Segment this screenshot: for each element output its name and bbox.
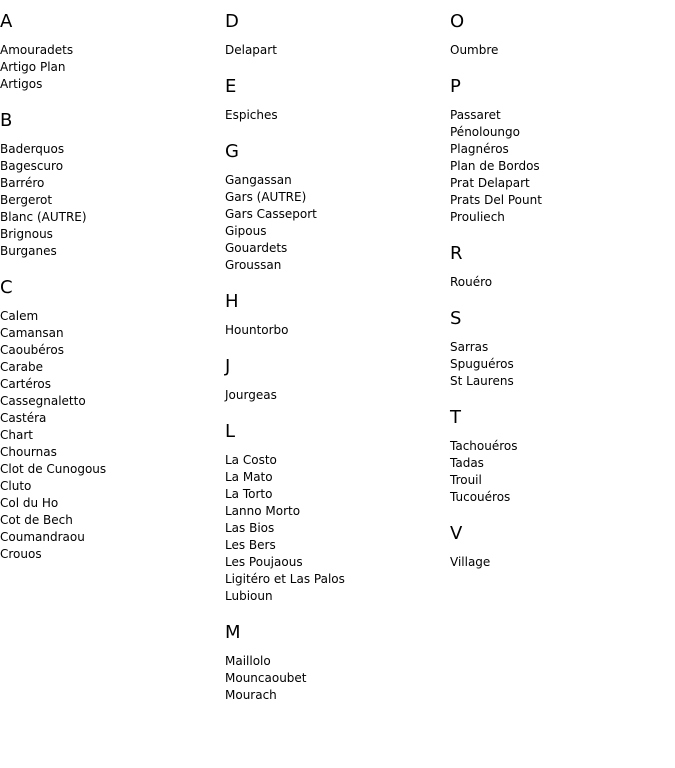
letter-heading: L <box>225 421 236 442</box>
letter-heading: B <box>0 110 13 131</box>
letter-group <box>0 277 225 563</box>
place-link-la-costo[interactable]: La Costo <box>225 453 277 467</box>
place-link-espiches[interactable]: Espiches <box>225 108 278 122</box>
letter-heading: O <box>450 11 465 32</box>
place-link-chart[interactable]: Chart <box>0 428 33 442</box>
place-list <box>225 107 450 124</box>
place-link-les-poujaous[interactable]: Les Poujaous <box>225 555 303 569</box>
letter-heading: A <box>0 11 13 32</box>
place-link-burganes[interactable]: Burganes <box>0 244 57 258</box>
place-link-artigos[interactable]: Artigos <box>0 77 43 91</box>
place-link-trouil[interactable]: Trouil <box>450 473 482 487</box>
letter-group <box>450 308 675 390</box>
letter-group <box>225 76 450 124</box>
letter-heading: G <box>225 141 239 162</box>
place-link-passaret[interactable]: Passaret <box>450 108 501 122</box>
place-link-village[interactable]: Village <box>450 555 491 569</box>
place-link-camansan[interactable]: Camansan <box>0 326 64 340</box>
place-list <box>450 274 675 291</box>
place-link-mouncaoubet[interactable]: Mouncaoubet <box>225 671 307 685</box>
place-link-las-bios[interactable]: Las Bios <box>225 521 275 535</box>
place-link-penoloungo[interactable]: Pénoloungo <box>450 125 520 139</box>
letter-heading: E <box>225 76 237 97</box>
place-link-prouliech[interactable]: Prouliech <box>450 210 505 224</box>
place-list <box>225 42 450 59</box>
letter-group <box>0 11 225 93</box>
place-list <box>225 452 450 605</box>
place-link-les-bers[interactable]: Les Bers <box>225 538 276 552</box>
index-column <box>0 11 225 721</box>
place-link-artigo-plan[interactable]: Artigo Plan <box>0 60 66 74</box>
letter-heading: S <box>450 308 462 329</box>
letter-group <box>225 11 450 59</box>
letter-heading: J <box>225 356 231 377</box>
place-link-carabe[interactable]: Carabe <box>0 360 44 374</box>
letter-heading: R <box>450 243 463 264</box>
place-list <box>450 438 675 506</box>
place-link-lubioun[interactable]: Lubioun <box>225 589 273 603</box>
letter-heading: M <box>225 622 241 643</box>
place-link-coumandraou[interactable]: Coumandraou <box>0 530 85 544</box>
letter-group <box>450 11 675 59</box>
place-list <box>0 42 225 93</box>
place-link-rouero[interactable]: Rouéro <box>450 275 493 289</box>
letter-group <box>450 523 675 571</box>
place-link-st-laurens[interactable]: St Laurens <box>450 374 514 388</box>
place-link-carteros[interactable]: Cartéros <box>0 377 52 391</box>
place-link-prats-del-pount[interactable]: Prats Del Pount <box>450 193 542 207</box>
letter-heading: C <box>0 277 13 298</box>
place-link-mourach[interactable]: Mourach <box>225 688 277 702</box>
letter-heading: H <box>225 291 239 312</box>
place-link-maillolo[interactable]: Maillolo <box>225 654 271 668</box>
place-link-baderquos[interactable]: Baderquos <box>0 142 65 156</box>
place-link-gouardets[interactable]: Gouardets <box>225 241 288 255</box>
letter-group <box>450 76 675 226</box>
place-link-oumbre[interactable]: Oumbre <box>450 43 499 57</box>
place-list <box>450 107 675 226</box>
letter-heading: V <box>450 523 463 544</box>
place-link-bergerot[interactable]: Bergerot <box>0 193 53 207</box>
place-link-gangassan[interactable]: Gangassan <box>225 173 292 187</box>
letter-group <box>225 622 450 704</box>
place-link-cluto[interactable]: Cluto <box>0 479 32 493</box>
place-link-chournas[interactable]: Chournas <box>0 445 57 459</box>
place-link-col-du-ho[interactable]: Col du Ho <box>0 496 59 510</box>
letter-group <box>225 141 450 274</box>
letter-group <box>225 291 450 339</box>
place-link-gars-casseport[interactable]: Gars Casseport <box>225 207 317 221</box>
place-list <box>225 653 450 704</box>
place-link-tadas[interactable]: Tadas <box>450 456 484 470</box>
place-list <box>450 42 675 59</box>
place-link-castera[interactable]: Castéra <box>0 411 47 425</box>
letter-group <box>0 110 225 260</box>
place-link-crouos[interactable]: Crouos <box>0 547 42 561</box>
place-list <box>225 387 450 404</box>
place-list <box>225 322 450 339</box>
place-link-hountorbo[interactable]: Hountorbo <box>225 323 289 337</box>
place-link-plagneros[interactable]: Plagnéros <box>450 142 509 156</box>
place-link-lanno-morto[interactable]: Lanno Morto <box>225 504 301 518</box>
place-link-la-mato[interactable]: La Mato <box>225 470 273 484</box>
letter-group <box>450 243 675 291</box>
place-list <box>0 308 225 563</box>
letter-heading: D <box>225 11 239 32</box>
place-list <box>450 554 675 571</box>
place-link-calem[interactable]: Calem <box>0 309 39 323</box>
place-link-cot-de-bech[interactable]: Cot de Bech <box>0 513 73 527</box>
place-link-sarras[interactable]: Sarras <box>450 340 489 354</box>
place-link-brignous[interactable]: Brignous <box>0 227 53 241</box>
place-link-plan-de-bordos[interactable]: Plan de Bordos <box>450 159 540 173</box>
place-link-gipous[interactable]: Gipous <box>225 224 267 238</box>
place-link-jourgeas[interactable]: Jourgeas <box>225 388 277 402</box>
index-column <box>225 11 450 721</box>
place-link-prat-delapart[interactable]: Prat Delapart <box>450 176 530 190</box>
place-link-blanc-autre[interactable]: Blanc (AUTRE) <box>0 210 87 224</box>
letter-group <box>450 407 675 506</box>
place-link-caouberos[interactable]: Caoubéros <box>0 343 64 357</box>
letter-heading: P <box>450 76 461 97</box>
place-list <box>225 172 450 274</box>
place-link-bagescuro[interactable]: Bagescuro <box>0 159 64 173</box>
letter-group <box>225 356 450 404</box>
place-link-la-torto[interactable]: La Torto <box>225 487 273 501</box>
letter-heading: T <box>450 407 461 428</box>
place-link-tucoueros[interactable]: Tucouéros <box>450 490 511 504</box>
place-link-groussan[interactable]: Groussan <box>225 258 282 272</box>
place-link-delapart[interactable]: Delapart <box>225 43 277 57</box>
place-link-cassegnaletto[interactable]: Cassegnaletto <box>0 394 86 408</box>
place-link-amouradets[interactable]: Amouradets <box>0 43 74 57</box>
letter-group <box>225 421 450 605</box>
alphabetical-index <box>0 11 675 721</box>
index-column <box>450 11 675 721</box>
place-link-spugueros[interactable]: Spuguéros <box>450 357 514 371</box>
place-list <box>450 339 675 390</box>
place-link-ligitero-et-las-palos[interactable]: Ligitéro et Las Palos <box>225 572 345 586</box>
place-link-clot-de-cunogous[interactable]: Clot de Cunogous <box>0 462 107 476</box>
place-link-barrero[interactable]: Barréro <box>0 176 45 190</box>
place-list <box>0 141 225 260</box>
place-link-gars-autre[interactable]: Gars (AUTRE) <box>225 190 307 204</box>
place-link-tachoueros[interactable]: Tachouéros <box>450 439 518 453</box>
